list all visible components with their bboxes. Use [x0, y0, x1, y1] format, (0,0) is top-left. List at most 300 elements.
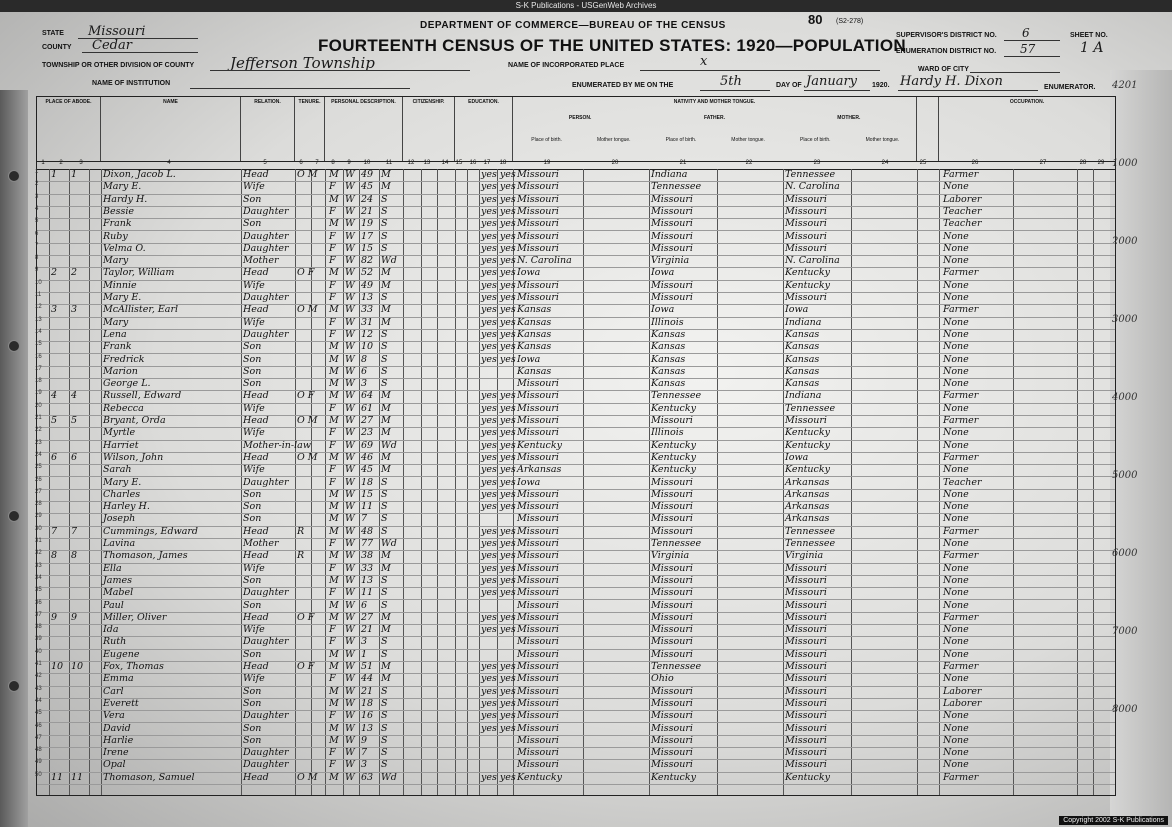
cell-race: W [345, 661, 355, 672]
nativity-col: Place of birth. [665, 137, 697, 143]
sheet-value: 1 A [1080, 40, 1104, 56]
cell-age: 15 [361, 488, 374, 500]
cell-birthplace: Missouri [517, 488, 559, 500]
cell-tenure [297, 759, 323, 771]
cell-tenure: O F [297, 390, 315, 402]
cell-sex: F [329, 747, 336, 759]
cell-marital: S [381, 587, 388, 599]
column-number: 25 [919, 160, 927, 166]
cell-age: 33 [361, 304, 374, 316]
cell-relation: Son [243, 193, 262, 205]
cell-tenure: O M [297, 415, 318, 426]
enumerator-name: Hardy H. Dixon [900, 74, 1003, 89]
cell-dwelling [51, 292, 69, 304]
cell-name: Myrtle [103, 427, 136, 439]
township-label: TOWNSHIP OR OTHER DIVISION OF COUNTY [42, 62, 195, 69]
cell-birthplace: Missouri [517, 685, 559, 697]
cell-family [71, 477, 89, 489]
cell-race: W [345, 378, 355, 390]
line-number: 30 [35, 525, 42, 532]
cell-literate: yes yes [481, 292, 516, 303]
cell-occupation: Laborer [943, 697, 982, 709]
line-number: 46 [35, 722, 42, 729]
cell-tenure [297, 747, 323, 759]
cell-name: Miller, Oliver [103, 611, 167, 623]
cell-mother-birth: Arkansas [785, 488, 830, 500]
cell-mother-birth: Kansas [785, 341, 820, 353]
cell-literate: yes yes [481, 771, 516, 783]
census-row [37, 747, 1115, 760]
line-number: 14 [35, 328, 42, 335]
cell-occupation: None [943, 365, 969, 377]
cell-race: W [345, 242, 355, 254]
cell-father-birth: Missouri [651, 525, 693, 537]
cell-marital: S [381, 292, 388, 303]
cell-marital: M [381, 451, 391, 463]
cell-tenure [297, 686, 323, 698]
column-number: 17 [483, 160, 491, 166]
margin-number: 4201 [1112, 80, 1138, 91]
cell-occupation: None [943, 574, 969, 586]
cell-tenure [297, 489, 323, 501]
cell-age: 13 [361, 292, 374, 303]
cell-birthplace: Missouri [517, 525, 559, 537]
cell-literate: yes yes [481, 402, 516, 414]
nativity-col: Place of birth. [531, 137, 562, 143]
census-row [37, 218, 1115, 231]
cell-relation: Head [243, 771, 269, 783]
cell-occupation: None [943, 636, 969, 648]
cell-dwelling: 7 [51, 525, 58, 537]
cell-mother-birth: Kentucky [785, 267, 830, 279]
cell-literate [481, 759, 513, 771]
cell-sex: M [329, 488, 339, 500]
state-value: Missouri [88, 24, 146, 39]
census-row [37, 550, 1115, 563]
cell-sex: M [329, 611, 339, 623]
cell-father-birth: Tennessee [651, 661, 702, 672]
cell-age: 31 [361, 316, 374, 328]
column-number: 8 [331, 160, 335, 166]
cell-relation: Son [243, 488, 262, 500]
cell-father-birth: Kansas [651, 365, 686, 377]
cell-sex: F [329, 624, 336, 636]
col-group-abode: PLACE OF ABODE. [37, 97, 101, 161]
cell-name: Cummings, Edward [103, 525, 198, 537]
cell-race: W [345, 292, 355, 303]
cell-mother-birth: Indiana [785, 316, 822, 328]
nativity-col: Mother tongue. [596, 137, 631, 143]
line-number: 39 [35, 636, 42, 643]
cell-relation: Daughter [243, 328, 289, 340]
cell-relation: Head [243, 304, 269, 316]
cell-relation: Daughter [243, 205, 289, 217]
census-row [37, 181, 1115, 194]
cell-literate: yes yes [481, 476, 516, 488]
cell-family: 1 [71, 169, 78, 180]
cell-mother-birth: Missouri [785, 230, 827, 242]
cell-family [71, 563, 89, 575]
cell-relation: Daughter [243, 476, 289, 488]
cell-dwelling [51, 710, 69, 722]
cell-name: Frank [103, 341, 132, 353]
cell-relation: Son [243, 341, 262, 353]
cell-family [71, 538, 89, 550]
cell-marital: S [381, 759, 388, 771]
cell-race: W [345, 181, 355, 193]
township-value: Jefferson Township [230, 54, 375, 72]
cell-father-birth: Missouri [651, 636, 693, 648]
cell-mother-birth: Kansas [785, 328, 820, 340]
cell-race: W [345, 205, 355, 217]
cell-mother-birth: Missouri [785, 648, 827, 660]
cell-relation: Wife [243, 402, 265, 414]
binding-hole [8, 340, 20, 352]
cell-dwelling [51, 686, 69, 698]
cell-dwelling [51, 280, 69, 292]
cell-relation: Son [243, 501, 262, 513]
cell-sex: M [329, 599, 339, 611]
cell-relation: Son [243, 218, 262, 230]
cell-dwelling [51, 403, 69, 415]
cell-age: 7 [361, 513, 368, 525]
cell-mother-birth: Tennessee [785, 538, 836, 549]
cell-family: 7 [71, 525, 78, 537]
line-number: 36 [35, 599, 42, 606]
census-row [37, 649, 1115, 662]
cell-tenure [297, 501, 323, 513]
cell-race: W [345, 279, 355, 291]
cell-name: Ruby [103, 230, 128, 242]
cell-birthplace: Kansas [517, 365, 552, 377]
census-row [37, 661, 1115, 674]
cell-marital: S [381, 574, 388, 586]
cell-relation: Son [243, 513, 262, 525]
cell-dwelling [51, 354, 69, 366]
cell-dwelling [51, 489, 69, 501]
cell-birthplace: Missouri [517, 513, 559, 525]
cell-mother-birth: Kentucky [785, 771, 830, 783]
sheet-stamp-number: 80 [808, 12, 823, 27]
cell-name: Emma [103, 673, 134, 685]
line-number: 16 [35, 353, 42, 360]
cell-relation: Mother [243, 538, 279, 549]
cell-dwelling [51, 378, 69, 390]
census-row [37, 600, 1115, 613]
cell-dwelling: 8 [51, 550, 58, 562]
cell-sex: M [329, 169, 339, 180]
cell-birthplace: Missouri [517, 205, 559, 217]
cell-mother-birth: Missouri [785, 587, 827, 599]
cell-occupation: None [943, 710, 969, 722]
cell-occupation: Farmer [943, 771, 979, 783]
cell-family: 10 [71, 661, 84, 672]
cell-sex: F [329, 328, 336, 340]
cell-marital: S [381, 710, 388, 722]
cell-occupation: None [943, 427, 969, 439]
cell-literate: yes yes [481, 464, 516, 476]
cell-relation: Wife [243, 279, 265, 291]
cell-age: 19 [361, 218, 374, 230]
nativity-col: Mother tongue. [865, 137, 900, 143]
cell-literate [481, 600, 513, 612]
cell-marital: M [381, 624, 391, 636]
cell-literate: yes yes [481, 205, 516, 217]
cell-father-birth: Missouri [651, 562, 693, 574]
census-row [37, 575, 1115, 588]
cell-name: Mary [103, 316, 129, 328]
cell-race: W [345, 771, 355, 783]
column-number: 4 [167, 160, 171, 166]
cell-name: Everett [103, 697, 139, 709]
cell-mother-birth: Indiana [785, 390, 822, 402]
cell-sex: M [329, 304, 339, 316]
cell-name: Sarah [103, 464, 132, 476]
cell-relation: Daughter [243, 747, 289, 759]
cell-birthplace: Missouri [517, 759, 559, 771]
cell-sex: M [329, 365, 339, 377]
cell-dwelling [51, 501, 69, 513]
cell-father-birth: Kentucky [651, 464, 696, 476]
cell-father-birth: Missouri [651, 242, 693, 254]
cell-literate: yes yes [481, 525, 516, 537]
column-number: 23 [813, 160, 821, 166]
cell-dwelling [51, 649, 69, 661]
cell-birthplace: Missouri [517, 415, 559, 426]
binding-margin [0, 90, 28, 827]
cell-birthplace: Missouri [517, 402, 559, 414]
cell-birthplace: Missouri [517, 599, 559, 611]
margin-number: 6000 [1112, 548, 1138, 559]
cell-age: 3 [361, 759, 368, 771]
cell-age: 10 [361, 341, 374, 353]
cell-literate: yes yes [481, 439, 516, 451]
cell-mother-birth: Missouri [785, 673, 827, 685]
cell-birthplace: Missouri [517, 501, 559, 513]
cell-literate [481, 378, 513, 390]
cell-father-birth: Kentucky [651, 439, 696, 451]
cell-literate: yes yes [481, 685, 516, 697]
cell-sex: M [329, 267, 339, 279]
cell-literate: yes yes [481, 181, 516, 193]
cell-literate: yes yes [481, 218, 516, 230]
cell-race: W [345, 501, 355, 513]
cell-name: Eugene [103, 648, 140, 660]
cell-dwelling [51, 329, 69, 341]
cell-family [71, 686, 89, 698]
line-number: 1 [35, 169, 39, 175]
census-row [37, 169, 1115, 182]
cell-family: 2 [71, 267, 78, 279]
cell-occupation: None [943, 341, 969, 353]
cell-birthplace: Kentucky [517, 771, 562, 783]
cell-father-birth: Missouri [651, 292, 693, 303]
cell-age: 27 [361, 415, 374, 426]
cell-father-birth: Missouri [651, 476, 693, 488]
column-number: 27 [1039, 160, 1047, 166]
cell-dwelling [51, 440, 69, 452]
cell-literate: yes yes [481, 267, 516, 279]
institution-label: NAME OF INSTITUTION [92, 80, 171, 87]
cell-name: Irene [103, 747, 129, 759]
nativity-col: Mother tongue. [731, 137, 765, 143]
cell-birthplace: Kentucky [517, 439, 562, 451]
cell-literate: yes yes [481, 353, 516, 365]
cell-sex: F [329, 439, 336, 451]
archive-banner: S-K Publications - USGenWeb Archives [0, 0, 1172, 12]
cell-occupation: None [943, 230, 969, 242]
cell-tenure [297, 317, 323, 329]
cell-tenure [297, 329, 323, 341]
cell-father-birth: Missouri [651, 747, 693, 759]
cell-mother-birth: Kansas [785, 365, 820, 377]
ward-label: WARD OF CITY [918, 66, 969, 73]
enumeration-district-label: ENUMERATION DISTRICT NO. [896, 48, 997, 55]
cell-race: W [345, 439, 355, 451]
incorporated-place-value: x [700, 54, 708, 69]
cell-tenure: O F [297, 267, 315, 279]
cell-age: 1 [361, 648, 368, 660]
cell-sex: M [329, 353, 339, 365]
cell-tenure: O M [297, 451, 318, 463]
nativity-mother: MOTHER. [837, 115, 861, 121]
census-row [37, 464, 1115, 477]
cell-race: W [345, 488, 355, 500]
line-number: 38 [35, 624, 42, 631]
census-row [37, 317, 1115, 330]
county-label: COUNTY [42, 44, 72, 51]
form-code: (S2-278) [836, 18, 864, 25]
cell-father-birth: Kentucky [651, 451, 696, 463]
cell-race: W [345, 599, 355, 611]
cell-tenure [297, 440, 323, 452]
cell-mother-birth: Missouri [785, 747, 827, 759]
cell-occupation: Teacher [943, 218, 982, 230]
cell-age: 18 [361, 697, 374, 709]
cell-family [71, 427, 89, 439]
cell-marital: S [381, 353, 388, 365]
cell-father-birth: Iowa [651, 304, 675, 316]
cell-birthplace: Missouri [517, 661, 559, 672]
cell-sex: F [329, 205, 336, 217]
cell-relation: Son [243, 353, 262, 365]
line-number: 7 [35, 242, 39, 249]
cell-occupation: None [943, 255, 969, 267]
cell-mother-birth: Arkansas [785, 476, 830, 488]
cell-race: W [345, 574, 355, 586]
cell-relation: Wife [243, 181, 265, 193]
cell-birthplace: Missouri [517, 587, 559, 599]
column-number: 20 [611, 160, 619, 166]
department-heading: DEPARTMENT OF COMMERCE—BUREAU OF THE CENSUS [420, 20, 726, 31]
cell-literate: yes yes [481, 390, 516, 402]
census-row [37, 636, 1115, 649]
cell-marital: S [381, 193, 388, 205]
column-number: 16 [469, 160, 477, 166]
cell-dwelling [51, 206, 69, 218]
cell-race: W [345, 218, 355, 230]
cell-relation: Wife [243, 562, 265, 574]
cell-father-birth: Missouri [651, 488, 693, 500]
cell-age: 8 [361, 353, 368, 365]
cell-occupation: Laborer [943, 193, 982, 205]
cell-literate [481, 649, 513, 661]
cell-family [71, 600, 89, 612]
cell-marital: S [381, 378, 388, 390]
nativity-col: Place of birth. [799, 137, 831, 143]
cell-sex: F [329, 316, 336, 328]
cell-tenure [297, 624, 323, 636]
cell-family [71, 181, 89, 193]
cell-marital: S [381, 205, 388, 217]
cell-race: W [345, 328, 355, 340]
cell-race: W [345, 611, 355, 623]
cell-age: 6 [361, 599, 368, 611]
cell-birthplace: Missouri [517, 193, 559, 205]
cell-name: Lavina [103, 538, 136, 549]
census-row [37, 280, 1115, 293]
cell-occupation: None [943, 587, 969, 599]
cell-sex: F [329, 538, 336, 549]
cell-dwelling [51, 341, 69, 353]
line-number: 25 [35, 464, 42, 471]
cell-literate [481, 366, 513, 378]
census-row [37, 329, 1115, 342]
cell-tenure: R [297, 550, 305, 562]
cell-literate: yes yes [481, 562, 516, 574]
census-row [37, 304, 1115, 317]
cell-marital: S [381, 734, 388, 746]
cell-relation: Mother [243, 255, 279, 267]
col-group-citizenship: CITIZENSHIP. [403, 97, 455, 161]
census-row [37, 624, 1115, 637]
cell-occupation: None [943, 734, 969, 746]
cell-mother-birth: Tennessee [785, 169, 836, 180]
cell-age: 17 [361, 230, 374, 242]
cell-relation: Wife [243, 316, 265, 328]
cell-birthplace: Iowa [517, 353, 541, 365]
line-number: 28 [35, 501, 42, 508]
cell-sex: F [329, 230, 336, 242]
cell-occupation: None [943, 513, 969, 525]
cell-race: W [345, 538, 355, 549]
cell-family [71, 587, 89, 599]
census-grid [36, 169, 1116, 796]
cell-sex: M [329, 771, 339, 783]
column-number: 19 [543, 160, 551, 166]
cell-race: W [345, 304, 355, 316]
cell-father-birth: Missouri [651, 205, 693, 217]
cell-tenure: O M [297, 771, 318, 783]
column-number: 24 [881, 160, 889, 166]
cell-mother-birth: Missouri [785, 734, 827, 746]
cell-family [71, 292, 89, 304]
line-number: 40 [35, 648, 42, 655]
cell-race: W [345, 230, 355, 242]
census-row [37, 354, 1115, 367]
col-group-name: NAME [101, 97, 241, 161]
cell-name: Harriet [103, 439, 139, 451]
cell-occupation: None [943, 181, 969, 193]
cell-occupation: None [943, 328, 969, 340]
census-row [37, 612, 1115, 625]
cell-occupation: None [943, 538, 969, 549]
right-margin [1110, 70, 1172, 820]
line-number: 6 [35, 230, 39, 237]
cell-dwelling [51, 600, 69, 612]
cell-family [71, 759, 89, 771]
cell-occupation: None [943, 439, 969, 451]
